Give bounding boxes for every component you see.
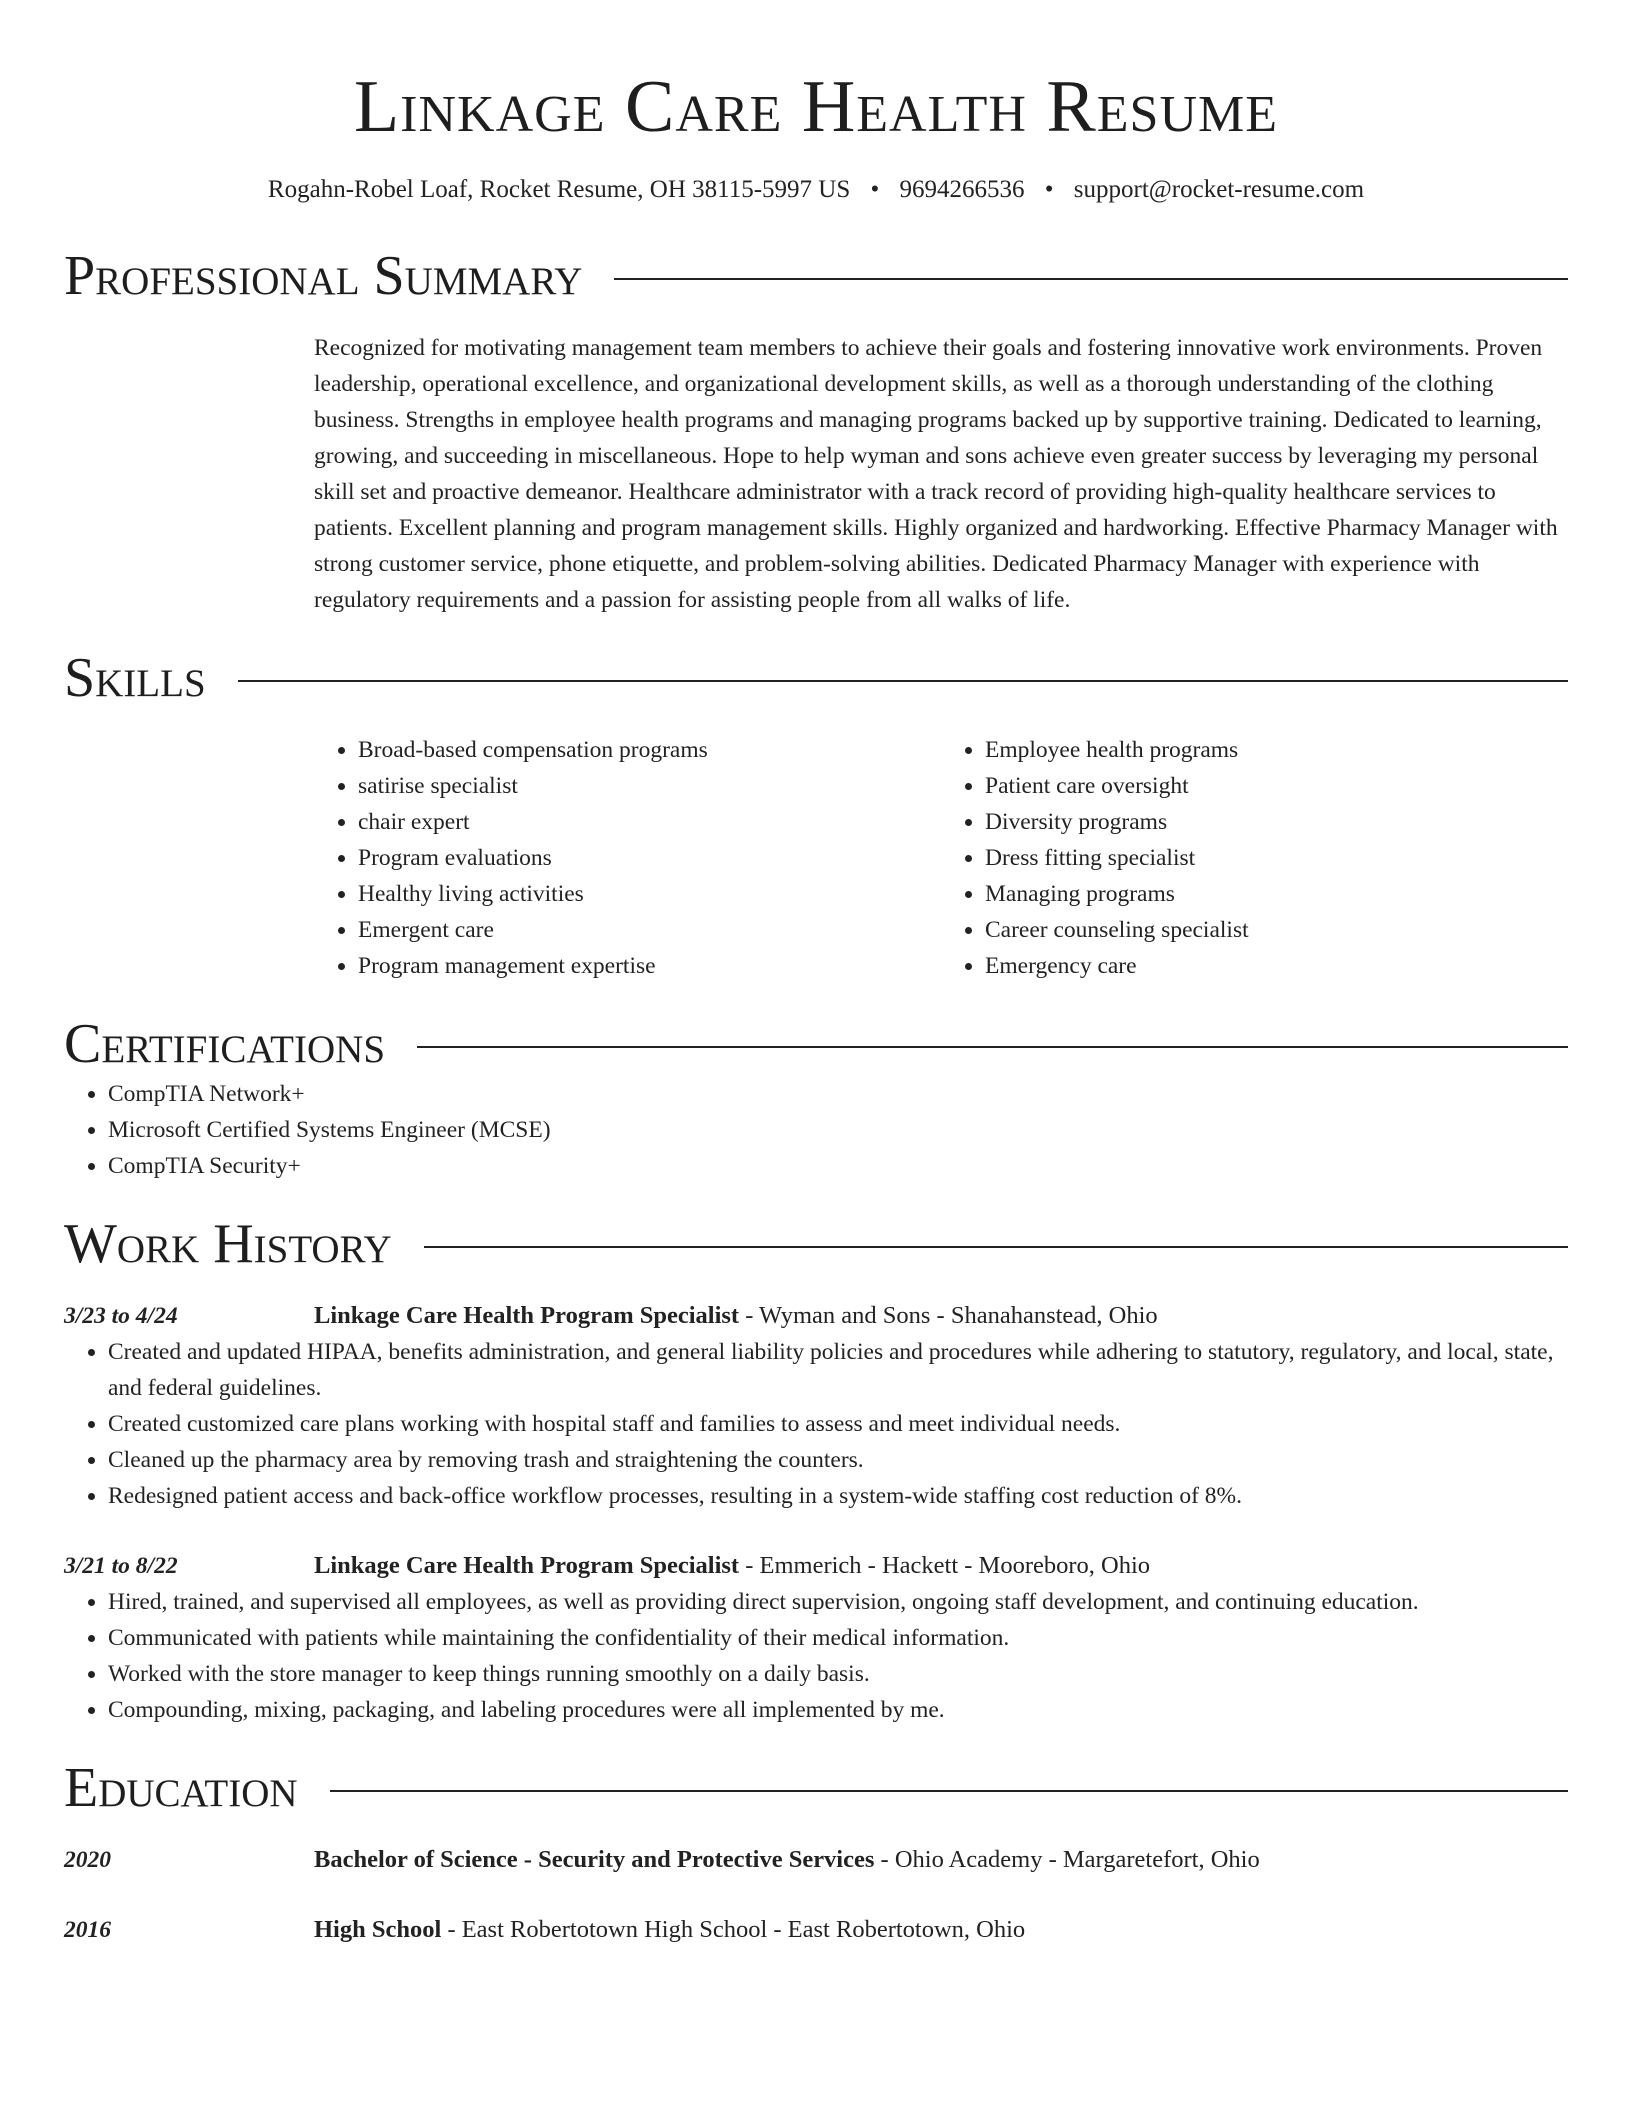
- job-header-row: [64, 1298, 1568, 1334]
- education-year: 2020: [64, 1847, 111, 1873]
- section-divider: [614, 278, 1568, 280]
- skill-item: • Career counseling specialist: [985, 912, 1568, 948]
- job-dates: 3/21 to 8/22: [64, 1553, 178, 1579]
- certifications-section: [64, 1012, 1568, 1184]
- education-heading-line: [314, 1912, 1025, 1948]
- skill-item: • Broad-based compensation programs: [358, 732, 941, 768]
- job-bullet: • Compounding, mixing, packaging, and labeling procedures were all implemented by me.: [108, 1692, 1568, 1728]
- skill-item: • Managing programs: [985, 876, 1568, 912]
- job-bullet: • Communicated with patients while maintaining the confidentiality of their medical information.: [108, 1620, 1568, 1656]
- job-heading: [314, 1548, 1150, 1584]
- skill-item: • Patient care oversight: [985, 768, 1568, 804]
- education-entry: [64, 1912, 1568, 1948]
- summary-heading: Professional Summary: [64, 245, 583, 307]
- education-degree: Bachelor of Science - Security and Protective Services: [314, 1846, 875, 1873]
- job-employer: - Wyman and Sons - Shanahanstead, Ohio: [739, 1302, 1158, 1329]
- skills-list-right: [941, 732, 1568, 984]
- certification-item: • Microsoft Certified Systems Engineer (MCSE): [108, 1112, 1568, 1148]
- contact-line: [64, 174, 1568, 206]
- job-header-row: [64, 1548, 1568, 1584]
- education-section: [64, 1756, 1568, 1948]
- job-entry: [64, 1548, 1568, 1728]
- skills-list-left: [314, 732, 941, 984]
- section-divider: [330, 1790, 1568, 1792]
- education-entry: [64, 1842, 1568, 1878]
- job-title: Linkage Care Health Program Specialist: [314, 1302, 740, 1329]
- contact-phone: 9694266536: [899, 176, 1025, 203]
- section-heading: [64, 1212, 1568, 1276]
- education-degree: High School: [314, 1916, 442, 1943]
- job-entry: [64, 1298, 1568, 1514]
- skill-item: • Diversity programs: [985, 804, 1568, 840]
- job-bullet: • Hired, trained, and supervised all employees, as well as providing direct supervision, ongoing staff development, and continuing education.: [108, 1584, 1568, 1620]
- summary-text: Recognized for motivating management team members to achieve their goals and fostering innovative work environments. Proven leadership, operational excellence, and organizational development skills, as well as a thorough understanding of the clothing business. Strengths in employee health programs and managing programs backed up by supportive training. Dedicated to learning, growing, and succeeding in miscellaneous. Hope to help wyman and sons achieve even greater success by leveraging my personal skill set and proactive demeanor. Healthcare administrator with a track record of providing high-quality healthcare services to patients. Excellent planning and program management skills. Highly organized and hardworking. Effective Pharmacy Manager with strong customer service, phone etiquette, and problem-solving abilities. Dedicated Pharmacy Manager with experience with regulatory requirements and a passion for assisting people from all walks of life.: [314, 335, 1558, 613]
- job-bullet: • Worked with the store manager to keep things running smoothly on a daily basis.: [108, 1656, 1568, 1692]
- section-heading: [64, 1756, 1568, 1820]
- section-divider: [417, 1046, 1568, 1048]
- work-history-section: [64, 1212, 1568, 1728]
- section-heading: [64, 646, 1568, 710]
- resume-title: Linkage Care Health Resume: [353, 66, 1278, 148]
- skills-heading: Skills: [64, 647, 206, 709]
- education-school: - Ohio Academy - Margaretefort, Ohio: [874, 1846, 1260, 1873]
- skill-item: • chair expert: [358, 804, 941, 840]
- skills-grid: [314, 732, 1568, 984]
- section-heading: [64, 1012, 1568, 1076]
- job-bullet: • Created customized care plans working with hospital staff and families to assess and meet individual needs.: [108, 1406, 1568, 1442]
- section-divider: [424, 1246, 1568, 1248]
- certification-item: • CompTIA Network+: [108, 1076, 1568, 1112]
- certification-item: • CompTIA Security+: [108, 1148, 1568, 1184]
- job-bullets: [64, 1584, 1568, 1728]
- skills-section: [64, 646, 1568, 984]
- job-bullet: • Redesigned patient access and back-office workflow processes, resulting in a system-wide staffing cost reduction of 8%.: [108, 1478, 1568, 1514]
- skill-item: • Program management expertise: [358, 948, 941, 984]
- contact-email: support@rocket-resume.com: [1073, 176, 1365, 203]
- skill-item: • Healthy living activities: [358, 876, 941, 912]
- contact-separator: •: [870, 176, 880, 203]
- section-divider: [238, 680, 1568, 682]
- skill-item: • satirise specialist: [358, 768, 941, 804]
- section-heading: [64, 244, 1568, 308]
- contact-address: Rogahn-Robel Loaf, Rocket Resume, OH 38115-5997 US: [267, 176, 851, 203]
- job-title: Linkage Care Health Program Specialist: [314, 1552, 740, 1579]
- education-heading: Education: [64, 1757, 298, 1819]
- professional-summary-section: [64, 244, 1568, 618]
- certifications-heading: Certifications: [64, 1013, 386, 1075]
- skill-item: • Program evaluations: [358, 840, 941, 876]
- skill-item: • Employee health programs: [985, 732, 1568, 768]
- job-dates: 3/23 to 4/24: [64, 1303, 178, 1329]
- skill-item: • Dress fitting specialist: [985, 840, 1568, 876]
- skill-item: • Emergency care: [985, 948, 1568, 984]
- job-employer: - Emmerich - Hackett - Mooreboro, Ohio: [739, 1552, 1151, 1579]
- job-heading: [314, 1298, 1158, 1334]
- job-bullet: • Created and updated HIPAA, benefits administration, and general liability policies and procedures while adhering to statutory, regulatory, and local, state, and federal guidelines.: [108, 1334, 1568, 1406]
- certifications-list: [64, 1076, 1568, 1184]
- education-year: 2016: [64, 1917, 111, 1943]
- education-school: - East Robertotown High School - East Robertotown, Ohio: [441, 1916, 1026, 1943]
- skill-item: • Emergent care: [358, 912, 941, 948]
- job-bullets: [64, 1334, 1568, 1514]
- contact-separator: •: [1044, 176, 1054, 203]
- job-bullet: • Cleaned up the pharmacy area by removing trash and straightening the counters.: [108, 1442, 1568, 1478]
- work-history-heading: Work History: [64, 1213, 392, 1275]
- education-heading-line: [314, 1842, 1260, 1878]
